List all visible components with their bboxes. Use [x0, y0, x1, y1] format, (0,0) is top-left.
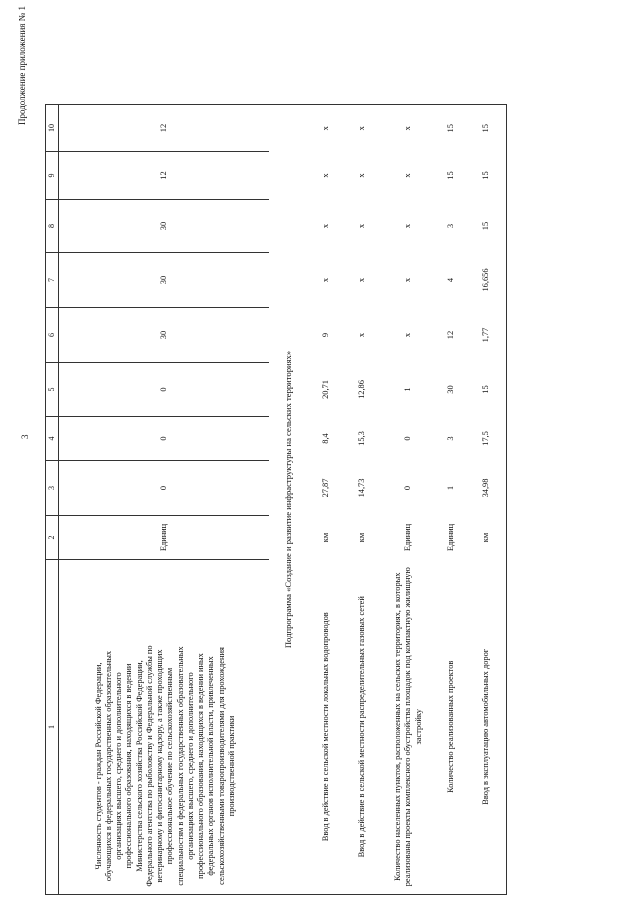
value-cell: 1: [446, 485, 456, 491]
unit-cell: Единиц: [403, 523, 413, 552]
unit-cell: Единиц: [446, 523, 456, 552]
table-row: [437, 105, 467, 895]
value-cell: 12: [446, 330, 456, 340]
table-row: [345, 105, 381, 895]
table-row: [59, 105, 269, 895]
value-cell: 15: [467, 105, 507, 152]
value-cell: 15: [446, 171, 456, 180]
value-cell: x: [357, 173, 367, 178]
indicator-name: Количество реализованных проектов: [437, 560, 467, 895]
table-row: [467, 105, 507, 895]
column-number: 8: [46, 200, 59, 253]
unit-cell: км: [321, 532, 331, 543]
value-cell: x: [357, 223, 367, 229]
value-cell: 30: [446, 385, 456, 394]
appendix-continuation-note: Продолжение приложения № 1: [17, 6, 27, 126]
column-number: 7: [46, 253, 59, 308]
value-cell: 0: [59, 417, 269, 461]
value-cell: x: [357, 277, 367, 283]
value-cell: 8,4: [321, 433, 331, 444]
value-cell: 0: [403, 485, 413, 491]
value-cell: 30: [59, 308, 269, 363]
value-cell: 12: [59, 152, 269, 200]
column-number: 6: [46, 308, 59, 363]
value-cell: 30: [59, 253, 269, 308]
value-cell: 0: [403, 436, 413, 441]
value-cell: 1: [403, 387, 413, 392]
value-cell: 30: [59, 200, 269, 253]
column-number: 9: [46, 152, 59, 200]
table-row: [309, 105, 345, 895]
value-cell: x: [403, 223, 413, 229]
value-cell: 15: [467, 363, 507, 417]
value-cell: 3: [446, 223, 456, 229]
value-cell: x: [321, 173, 331, 178]
indicators-table: [45, 104, 507, 895]
column-number: 10: [46, 105, 59, 152]
indicator-name: Ввод в эксплуатацию автомобильных дорог: [467, 560, 507, 895]
column-number: 2: [46, 516, 59, 560]
subprogram-title-row: [269, 105, 309, 895]
indicator-name: Количество населенных пунктов, расположенных на сельских территориях, в которых реализованы проекты комплексного обустройства площадок под компактную жилищную застройку: [381, 560, 437, 895]
value-cell: 34,98: [467, 461, 507, 516]
value-cell: x: [357, 332, 367, 338]
indicator-name: Ввод в действие в сельской местности локальных водопроводов: [309, 560, 345, 895]
unit-cell: км: [357, 532, 367, 543]
subprogram-title: Подпрограмма «Создание и развитие инфраструктуры на сельских территориях»: [269, 105, 309, 895]
value-cell: 3: [446, 436, 456, 441]
value-cell: 20,71: [321, 380, 331, 399]
value-cell: 4: [446, 277, 456, 283]
value-cell: 15: [467, 152, 507, 200]
value-cell: 0: [59, 363, 269, 417]
value-cell: 14,73: [357, 478, 367, 498]
value-cell: 27,87: [321, 478, 331, 498]
value-cell: 1,77: [467, 308, 507, 363]
value-cell: 15: [467, 200, 507, 253]
column-number-row: [46, 105, 59, 895]
unit-cell: Единиц: [59, 516, 269, 560]
value-cell: x: [345, 105, 381, 152]
value-cell: 15,3: [357, 431, 367, 446]
indicator-name: Ввод в действие в сельской местности распределительных газовых сетей: [345, 560, 381, 895]
value-cell: 15: [437, 105, 467, 152]
column-number: 4: [46, 417, 59, 461]
table-row: [381, 105, 437, 895]
value-cell: 12,86: [357, 380, 367, 399]
value-cell: x: [403, 173, 413, 178]
value-cell: 12: [59, 105, 269, 152]
column-number: 1: [46, 560, 59, 895]
value-cell: 16,656: [467, 253, 507, 308]
column-number: 5: [46, 363, 59, 417]
unit-cell: км: [467, 516, 507, 560]
column-number: 3: [46, 461, 59, 516]
value-cell: x: [381, 105, 437, 152]
value-cell: x: [321, 223, 331, 229]
page-number: 3: [20, 434, 30, 439]
value-cell: 17,5: [467, 417, 507, 461]
value-cell: x: [321, 277, 331, 283]
value-cell: 0: [59, 461, 269, 516]
value-cell: x: [309, 105, 345, 152]
value-cell: x: [403, 277, 413, 283]
indicator-name: Численность студентов - граждан Российской Федерации, обучающихся в федеральных государственных образовательных организациях высшего, среднего и дополнительного профессионального образования, находящихся в ведении Министерства сельского хозяйства Российской Федерации, Федерального агентства по рыболовству и Федеральной службы по ветеринарному и фитосанитарному надзору, а также проходящих профессиональное обучение по сельскохозяйственным специальностям в федеральных государственных образовательных организациях высшего, среднего и дополнительного профессионального образования, находящихся в ведении иных федеральных органов исполнительной власти, привлеченных сельскохозяйственными товаропроизводителями для прохождения производственной практики: [59, 560, 269, 895]
value-cell: 9: [321, 332, 331, 338]
value-cell: x: [403, 332, 413, 338]
